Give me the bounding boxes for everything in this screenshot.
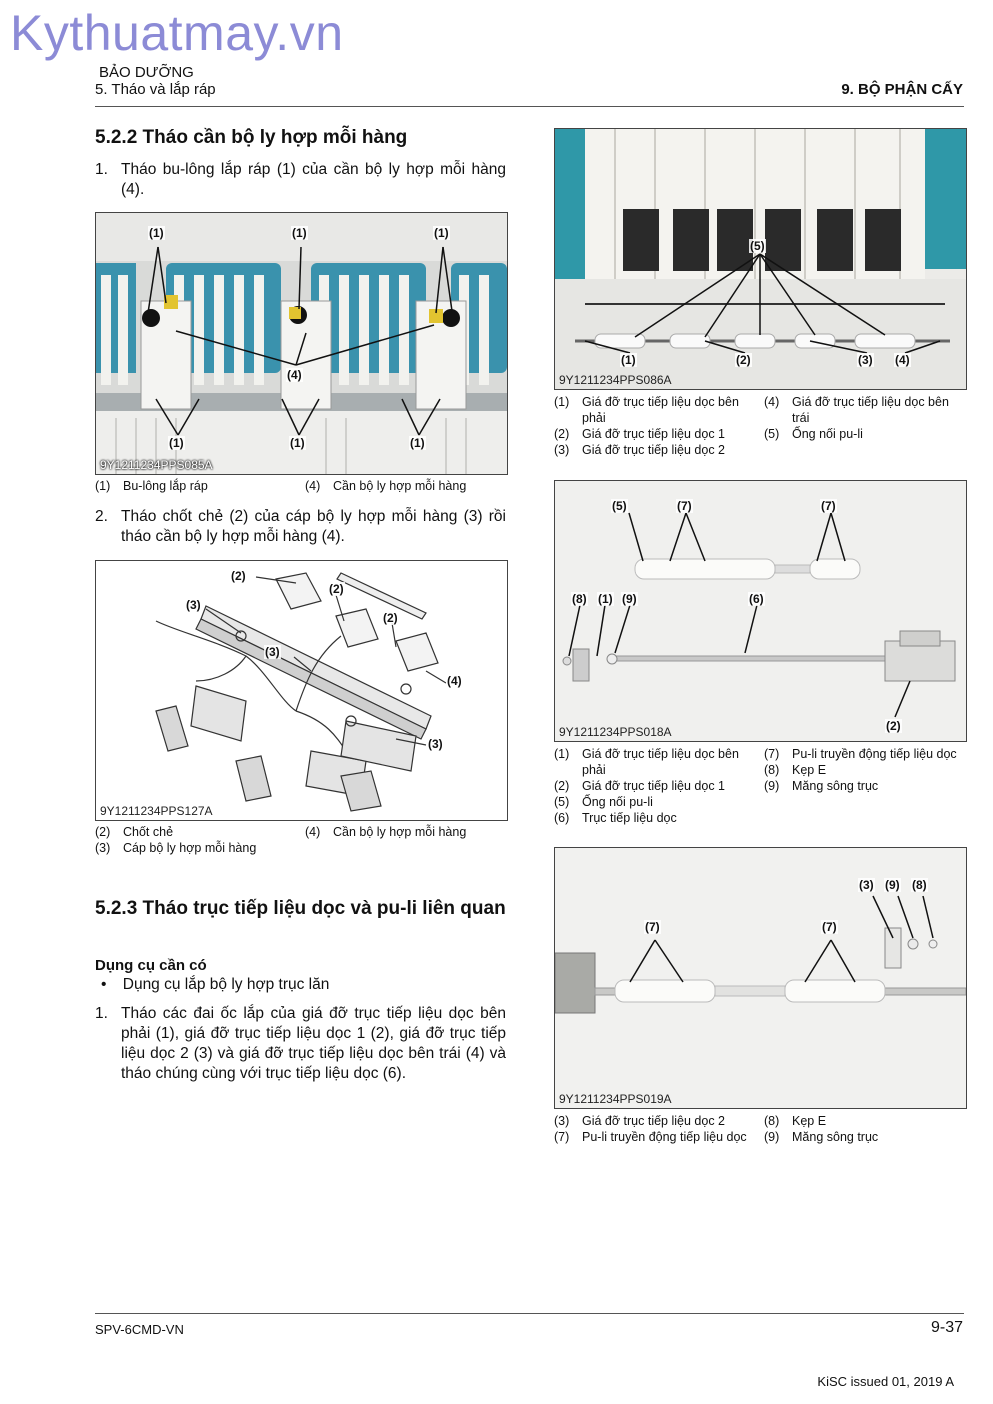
callout-5: (5)	[750, 239, 765, 253]
caption-number: (7)	[764, 747, 780, 761]
header-top-label: BẢO DƯỠNG	[99, 64, 194, 81]
footer-rule	[95, 1313, 964, 1314]
callout-7a: (7)	[645, 920, 660, 934]
caption-text: Giá đỡ trục tiếp liệu dọc bên trái	[792, 395, 949, 425]
callout-1b: (1)	[292, 226, 307, 240]
callout-9: (9)	[622, 592, 637, 606]
callout-8: (8)	[912, 878, 927, 892]
step-number: 1.	[95, 1005, 108, 1022]
caption-number: (1)	[554, 747, 570, 761]
tools-heading: Dụng cụ cần có	[95, 957, 207, 974]
callout-4: (4)	[895, 353, 910, 367]
figure-pps085a-image	[96, 213, 507, 474]
caption-number: (9)	[764, 779, 780, 793]
caption-number: (8)	[764, 763, 780, 777]
step-number: 2.	[95, 508, 108, 525]
figure-pps086a	[554, 128, 967, 390]
caption-number: (2)	[95, 825, 111, 839]
s523-step-1	[95, 1004, 506, 1084]
callout-1c: (1)	[434, 226, 449, 240]
figure-code: 9Y1211234PPS085A	[100, 458, 213, 472]
caption-text: Giá đỡ trục tiếp liệu dọc 2	[582, 1114, 725, 1128]
callout-1d: (1)	[169, 436, 184, 450]
step-text: Tháo các đai ốc lắp của giá đỡ trục tiếp liệu dọc bên phải (1), giá đỡ trục tiếp liệu dọc 1 (2), giá đỡ trục tiếp liệu dọc 2 (3) và giá đỡ trục tiếp liệu dọc bên trái (4) và tháo chúng cùng với trục tiếp liệu dọc (6).	[121, 1005, 506, 1082]
callout-7b: (7)	[821, 499, 836, 513]
figure-code: 9Y1211234PPS086A	[559, 373, 672, 387]
caption-text: Pu-li truyền động tiếp liệu dọc	[582, 1130, 747, 1144]
caption-text: Giá đỡ trục tiếp liệu dọc bên phải	[582, 747, 739, 777]
caption-text: Kẹp E	[792, 763, 827, 777]
footer-page-number: 9-37	[930, 1319, 963, 1336]
callout-1f: (1)	[410, 436, 425, 450]
callout-7b: (7)	[822, 920, 837, 934]
bullet: •	[101, 976, 107, 993]
fig2-caption-left	[95, 824, 295, 856]
figure-pps127a-image	[96, 561, 507, 820]
caption-text: Kẹp E	[792, 1114, 827, 1128]
figure-pps018a-image	[555, 481, 966, 741]
callout-2: (2)	[886, 719, 901, 733]
callout-3b: (3)	[265, 645, 280, 659]
caption-text: Măng sông trục	[792, 779, 879, 793]
caption-text: Giá đỡ trục tiếp liệu dọc 1	[582, 427, 725, 441]
fig2-caption-right	[305, 824, 505, 840]
fig5-caption-right	[764, 1113, 964, 1145]
callout-2b: (2)	[329, 582, 344, 596]
callout-3c: (3)	[428, 737, 443, 751]
figure-code: 9Y1211234PPS127A	[100, 804, 213, 818]
callout-9: (9)	[885, 878, 900, 892]
callout-1a: (1)	[149, 226, 164, 240]
fig3-caption-right	[764, 394, 964, 442]
step-text: Tháo bu-lông lắp ráp (1) của cần bộ ly hợp mỗi hàng (4).	[121, 161, 506, 198]
header-section-title: 9. BỘ PHẬN CẤY	[841, 81, 963, 98]
caption-number: (3)	[554, 1114, 570, 1128]
s522-step-1	[95, 160, 506, 200]
tool-list-item	[101, 976, 506, 994]
caption-number: (1)	[554, 395, 570, 409]
figure-pps019a	[554, 847, 967, 1109]
caption-number: (3)	[554, 443, 570, 457]
section-522-title: 5.2.2 Tháo cần bộ ly hợp mỗi hàng	[95, 127, 408, 148]
caption-number: (6)	[554, 811, 570, 825]
callout-2c: (2)	[383, 611, 398, 625]
caption-text: Giá đỡ trục tiếp liệu dọc 1	[582, 779, 725, 793]
caption-number: (4)	[764, 395, 780, 409]
header-sub-label: 5. Tháo và lắp ráp	[95, 81, 216, 98]
caption-number: (7)	[554, 1130, 570, 1144]
figure-pps085a	[95, 212, 508, 475]
caption-text: Ống nối pu-li	[792, 427, 863, 441]
tool-item-text: Dụng cụ lắp bộ ly hợp trục lăn	[122, 976, 330, 993]
caption-number: (9)	[764, 1130, 780, 1144]
callout-3: (3)	[859, 878, 874, 892]
caption-text: Cần bộ ly hợp mỗi hàng	[333, 479, 467, 493]
caption-number: (1)	[95, 479, 111, 493]
fig3-caption-left	[554, 394, 754, 458]
callout-3: (3)	[858, 353, 873, 367]
figure-code: 9Y1211234PPS019A	[559, 1092, 672, 1106]
callout-4: (4)	[287, 368, 302, 382]
caption-number: (5)	[764, 427, 780, 441]
step-number: 1.	[95, 161, 108, 178]
caption-text: Trục tiếp liệu dọc	[582, 811, 677, 825]
footer-doc-code: SPV-6CMD-VN	[95, 1322, 184, 1337]
section-523-title: 5.2.3 Tháo trục tiếp liệu dọc và pu-li liên quan	[95, 898, 506, 919]
callout-2: (2)	[736, 353, 751, 367]
caption-number: (3)	[95, 841, 111, 855]
header-rule	[95, 106, 964, 107]
fig4-caption-right	[764, 746, 964, 794]
figure-pps019a-image	[555, 848, 966, 1108]
s522-step-2	[95, 507, 506, 547]
caption-number: (2)	[554, 427, 570, 441]
caption-text: Giá đỡ trục tiếp liệu dọc bên phải	[582, 395, 739, 425]
callout-1: (1)	[621, 353, 636, 367]
footer-issued: KiSC issued 01, 2019 A	[817, 1374, 954, 1389]
watermark: Kythuatmay.vn	[10, 5, 344, 61]
fig1-caption-item	[95, 478, 295, 494]
figure-pps086a-image	[555, 129, 966, 389]
step-text: Tháo chốt chẻ (2) của cáp bộ ly hợp mỗi hàng (3) rồi tháo cần bộ ly hợp mỗi hàng (4).	[121, 508, 506, 545]
callout-7a: (7)	[677, 499, 692, 513]
caption-number: (4)	[305, 479, 321, 493]
figure-pps127a	[95, 560, 508, 821]
caption-number: (4)	[305, 825, 321, 839]
caption-text: Chốt chẻ	[123, 825, 174, 839]
callout-1: (1)	[598, 592, 613, 606]
fig5-caption-left	[554, 1113, 754, 1145]
caption-text: Cáp bộ ly hợp mỗi hàng	[123, 841, 257, 855]
caption-text: Pu-li truyền động tiếp liệu dọc	[792, 747, 957, 761]
callout-1e: (1)	[290, 436, 305, 450]
fig1-caption-item	[305, 478, 505, 494]
fig4-caption-left	[554, 746, 754, 826]
callout-8: (8)	[572, 592, 587, 606]
callout-3a: (3)	[186, 598, 201, 612]
figure-code: 9Y1211234PPS018A	[559, 725, 672, 739]
callout-2a: (2)	[231, 569, 246, 583]
caption-text: Măng sông trục	[792, 1130, 879, 1144]
callout-4: (4)	[447, 674, 462, 688]
caption-text: Ống nối pu-li	[582, 795, 653, 809]
caption-text: Cần bộ ly hợp mỗi hàng	[333, 825, 467, 839]
caption-number: (5)	[554, 795, 570, 809]
caption-number: (2)	[554, 779, 570, 793]
caption-number: (8)	[764, 1114, 780, 1128]
callout-5: (5)	[612, 499, 627, 513]
caption-text: Bu-lông lắp ráp	[123, 479, 208, 493]
callout-6: (6)	[749, 592, 764, 606]
figure-pps018a	[554, 480, 967, 742]
caption-text: Giá đỡ trục tiếp liệu dọc 2	[582, 443, 725, 457]
